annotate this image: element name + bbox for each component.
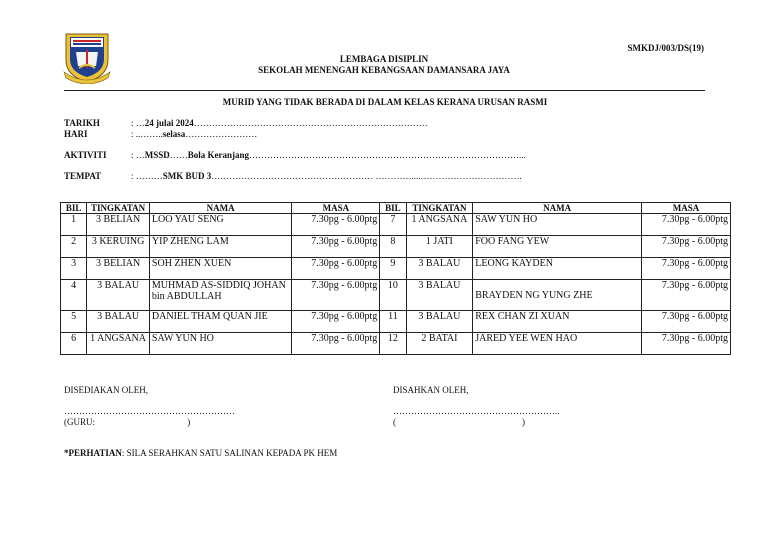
hari-label: HARI: [64, 129, 88, 139]
nama-cell: FOO FANG YEW: [473, 236, 642, 258]
nama-cell: JARED YEE WEN HAO: [473, 333, 642, 355]
masa-cell: 7.30pg - 6.00ptg: [292, 311, 380, 333]
note: [64, 448, 337, 458]
document-code: SMKDJ/003/DS(19): [627, 43, 704, 53]
bil-cell: 3: [61, 258, 87, 280]
masa-cell: 7.30pg - 6.00ptg: [642, 258, 731, 280]
form-heading: MURID YANG TIDAK BERADA DI DALAM KELAS KERANA URUSAN RASMI: [222, 97, 548, 107]
aktiviti-dots: ………………………………………………………………………………...: [249, 150, 526, 160]
note-label: *PERHATIAN: [64, 448, 122, 458]
tingkatan-cell: 3 BELIAN: [87, 214, 150, 236]
aktiviti-mid-dots: ……: [169, 150, 188, 160]
nama-cell: LOO YAU SENG: [149, 214, 291, 236]
tarikh-label: TARIKH: [64, 118, 100, 128]
masa-cell: 7.30pg - 6.00ptg: [642, 280, 731, 311]
title-line-2: SEKOLAH MENENGAH KEBANGSAAN DAMANSARA JAYA: [258, 65, 510, 75]
bil-cell: 10: [380, 280, 406, 311]
tarikh-field: [131, 118, 428, 128]
title-line-1: LEMBAGA DISIPLIN: [339, 54, 429, 64]
nama-cell: YIP ZHENG LAM: [149, 236, 291, 258]
nama-cell: BRAYDEN NG YUNG ZHE: [473, 280, 642, 311]
nama-cell: MUHMAD AS-SIDDIQ JOHAN bin ABDULLAH: [149, 280, 291, 311]
tempat-value: SMK BUD 3: [162, 171, 212, 181]
approved-by-label: DISAHKAN OLEH,: [393, 385, 469, 395]
table-row: [61, 333, 731, 355]
prepared-guru-name: (GURU: ): [64, 417, 191, 427]
header-bil: BIL: [61, 203, 87, 214]
table-row: [61, 236, 731, 258]
tingkatan-cell: 3 BALAU: [406, 258, 473, 280]
table-header-row: [61, 203, 731, 214]
tingkatan-cell: 3 BALAU: [406, 311, 473, 333]
prepared-by-label: DISEDIAKAN OLEH,: [64, 385, 148, 395]
masa-cell: 7.30pg - 6.00ptg: [292, 280, 380, 311]
masa-cell: 7.30pg - 6.00ptg: [642, 311, 731, 333]
table-row: [61, 258, 731, 280]
student-table: [60, 202, 731, 355]
tingkatan-cell: 3 BELIAN: [87, 258, 150, 280]
nama-cell: LEONG KAYDEN: [473, 258, 642, 280]
table-row: [61, 214, 731, 236]
nama-cell: REX CHAN ZI XUAN: [473, 311, 642, 333]
bil-cell: 7: [380, 214, 406, 236]
table-row: [61, 311, 731, 333]
tingkatan-cell: 1 JATI: [406, 236, 473, 258]
school-crest-logo: [62, 30, 112, 84]
bil-cell: 8: [380, 236, 406, 258]
hari-prefix: : ..……..: [131, 129, 163, 139]
tingkatan-cell: 1 ANGSANA: [87, 333, 150, 355]
masa-cell: 7.30pg - 6.00ptg: [292, 214, 380, 236]
aktiviti-value-2: Bola Keranjang: [187, 150, 250, 160]
prepared-signature-line: …………………………………………………: [64, 406, 235, 416]
tingkatan-cell: 1 ANGSANA: [406, 214, 473, 236]
tarikh-dots: ……………………………………………………………………: [193, 118, 428, 128]
header-nama-right: NAMA: [473, 203, 642, 214]
masa-cell: 7.30pg - 6.00ptg: [292, 258, 380, 280]
aktiviti-label: AKTIVITI: [64, 150, 107, 160]
nama-cell: SAW YUN HO: [149, 333, 291, 355]
header-masa-right: MASA: [642, 203, 731, 214]
hari-dots: ……………………: [185, 129, 258, 139]
tingkatan-cell: 2 BATAI: [406, 333, 473, 355]
bil-cell: 4: [61, 280, 87, 311]
header-tingkatan-right: TINGKATAN: [406, 203, 473, 214]
nama-cell: SOH ZHEN XUEN: [149, 258, 291, 280]
aktiviti-field: [131, 150, 526, 160]
tempat-dots: ……………………………………………… …………....…………………………….: [211, 171, 522, 181]
bil-cell: 5: [61, 311, 87, 333]
bil-cell: 6: [61, 333, 87, 355]
tempat-prefix: : ………: [131, 171, 163, 181]
tempat-field: [131, 171, 522, 181]
tingkatan-cell: 3 BALAU: [87, 311, 150, 333]
tarikh-prefix: : …: [131, 118, 145, 128]
masa-cell: 7.30pg - 6.00ptg: [642, 333, 731, 355]
hari-field: [131, 129, 257, 139]
aktiviti-value-1: MSSD: [144, 150, 170, 160]
bil-cell: 1: [61, 214, 87, 236]
masa-cell: 7.30pg - 6.00ptg: [642, 214, 731, 236]
header-divider: [64, 90, 705, 91]
tarikh-value: 24 julai 2024: [144, 118, 194, 128]
approved-signature-line: ………………………………………………..: [393, 406, 560, 416]
hari-value: selasa: [162, 129, 186, 139]
bil-cell: 9: [380, 258, 406, 280]
masa-cell: 7.30pg - 6.00ptg: [642, 236, 731, 258]
bil-cell: 11: [380, 311, 406, 333]
tingkatan-cell: 3 KERUING: [87, 236, 150, 258]
header-masa: MASA: [292, 203, 380, 214]
tingkatan-cell: 3 BALAU: [87, 280, 150, 311]
table-row: [61, 280, 731, 311]
tingkatan-cell: 3 BALAU: [406, 280, 473, 311]
aktiviti-prefix: : …: [131, 150, 145, 160]
masa-cell: 7.30pg - 6.00ptg: [292, 236, 380, 258]
nama-cell: SAW YUN HO: [473, 214, 642, 236]
approved-name: ( ): [393, 417, 525, 427]
header-nama: NAMA: [149, 203, 291, 214]
header-tingkatan: TINGKATAN: [87, 203, 150, 214]
masa-cell: 7.30pg - 6.00ptg: [292, 333, 380, 355]
bil-cell: 12: [380, 333, 406, 355]
note-text: : SILA SERAHKAN SATU SALINAN KEPADA PK HEM: [121, 448, 338, 458]
header-bil-right: BIL: [380, 203, 406, 214]
tempat-label: TEMPAT: [64, 171, 102, 181]
nama-cell: DANIEL THAM QUAN JIE: [149, 311, 291, 333]
bil-cell: 2: [61, 236, 87, 258]
